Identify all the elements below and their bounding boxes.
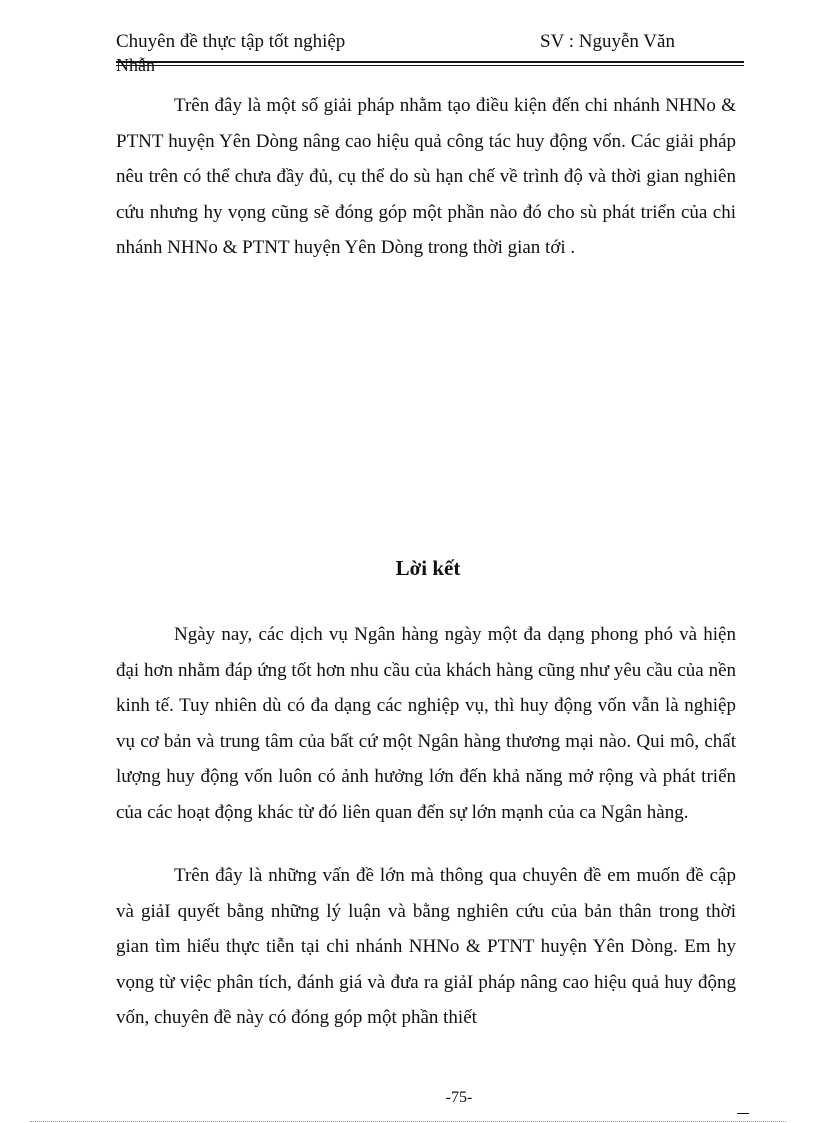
page-number: -75-	[445, 1089, 473, 1106]
page-header	[116, 30, 744, 70]
footer-dotted-rule	[30, 1121, 786, 1122]
header-rule-thin	[116, 65, 744, 66]
header-rule-thick	[116, 61, 744, 63]
paragraph-conclusion-intro: Ngày nay, các dịch vụ Ngân hàng ngày một đa dạng phong phó và hiện đại hơn nhằm đáp ứng tốt hơn nhu cầu của khách hàng cũng như yêu cầu của nền kinh tế. Tuy nhiên dù có đa dạng các nghiệp vụ, thì huy động vốn vẫn là nghiệp vụ cơ bản và trung tâm của bất cứ một Ngân hàng thương mại nào. Qui mô, chất lượng huy động vốn luôn có ảnh hưởng lớn đến khả năng mở rộng và phát triển của các hoạt động khác từ đó liên quan đến sự lớn mạnh của ca Ngân hàng.	[116, 624, 736, 823]
footer-dash-mark	[737, 1113, 749, 1114]
paragraph-conclusion-purpose: Trên đây là những vấn đề lớn mà thông qua chuyên đề em muốn đề cập và giảI quyết bằng những lý luận và bằng nghiên cứu của bản thân trong thời gian tìm hiểu thực tiễn tại chi nhánh NHNo & PTNT huyện Yên Dòng. Em hy vọng từ việc phân tích, đánh giá và đưa ra giảI pháp nâng cao hiệu quả huy động vốn, chuyên đề này có đóng góp một phần thiết	[116, 865, 736, 1028]
header-document-title: Chuyên đề thực tập tốt nghiệp	[116, 31, 346, 52]
paragraph-solutions-summary: Trên đây là một số giải pháp nhằm tạo điều kiện đến chi nhánh NHNo & PTNT huyện Yên Dòng nâng cao hiệu quả công tác huy động vốn. Các giải pháp nêu trên có thể chưa đầy đủ, cụ thể do sù hạn chế về trình độ và thời gian nghiên cứu nhưng hy vọng cũng sẽ đóng góp một phần nào đó cho sù phát triển của chi nhánh NHNo & PTNT huyện Yên Dòng trong thời gian tới .	[116, 95, 736, 258]
section-title-conclusion: Lời kết	[395, 556, 461, 580]
header-student-name: SV : Nguyễn Văn	[540, 31, 675, 52]
